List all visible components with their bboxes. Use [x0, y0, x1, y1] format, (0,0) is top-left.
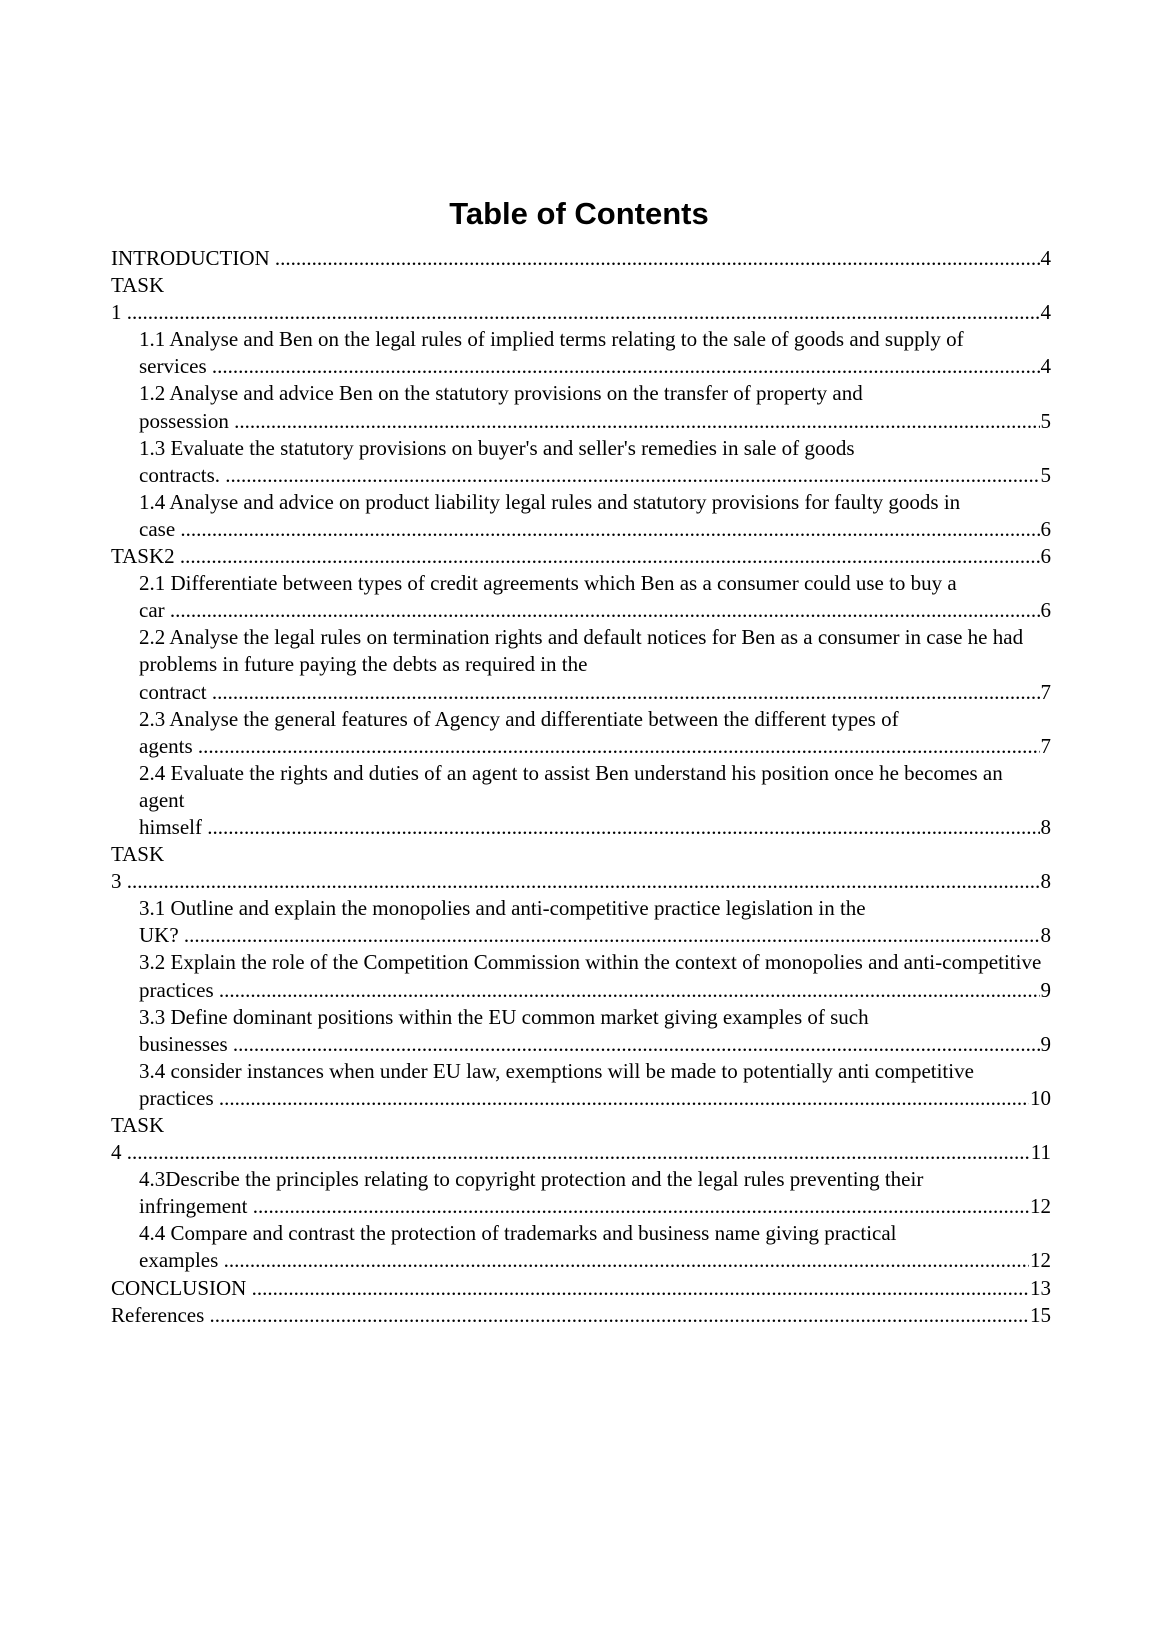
- toc-entry-1-3[interactable]: [111, 435, 1051, 489]
- toc-entry-page: 9: [1040, 1031, 1052, 1058]
- toc-entry-page: 15: [1029, 1302, 1051, 1329]
- toc-entry-2-3[interactable]: [111, 706, 1051, 760]
- toc-entry-text: 1.4 Analyse and advice on product liability legal rules and statutory provisions for faulty goods in case .....: [139, 490, 1051, 541]
- toc-entry-text: CONCLUSION .....: [111, 1276, 1051, 1300]
- toc-entry-2-4[interactable]: [111, 760, 1051, 841]
- toc-entry-text: TASK 1 .....: [111, 273, 1051, 324]
- toc-entry-text: 1.2 Analyse and advice Ben on the statutory provisions on the transfer of property and possession .....: [139, 381, 1051, 432]
- toc-entry-1-4[interactable]: [111, 489, 1051, 543]
- toc-entry-page: 8: [1040, 922, 1052, 949]
- toc-entry-text: TASK 3 .....: [111, 842, 1051, 893]
- toc-entry-page: 8: [1040, 814, 1052, 841]
- toc-entry-text: 2.1 Differentiate between types of credit agreements which Ben as a consumer could use to buy a car .....: [139, 571, 1051, 622]
- toc-entry-2-1[interactable]: [111, 570, 1051, 624]
- toc-entry-text: TASK2 .....: [111, 544, 1051, 568]
- toc-entry-text: 3.4 consider instances when under EU law, exemptions will be made to potentially anti competitive practices .....: [139, 1059, 1051, 1110]
- toc-entry-references[interactable]: [111, 1302, 1051, 1329]
- toc-entry-page: 10: [1029, 1085, 1051, 1112]
- toc-entry-page: 5: [1040, 462, 1052, 489]
- toc-title: Table of Contents: [449, 196, 709, 231]
- toc-entry-text: INTRODUCTION .....: [111, 246, 1051, 270]
- toc-list: [111, 245, 1051, 1329]
- toc-entry-page: 4: [1040, 353, 1052, 380]
- toc-entry-text: 2.4 Evaluate the rights and duties of an agent to assist Ben understand his position once he becomes an agent himself .....: [139, 761, 1051, 839]
- toc-entry-text: TASK 4 .....: [111, 1113, 1051, 1164]
- toc-entry-text: 3.1 Outline and explain the monopolies and anti-competitive practice legislation in the UK? .....: [139, 896, 1051, 947]
- toc-entry-3-2[interactable]: [111, 949, 1051, 1003]
- toc-entry-text: 1.3 Evaluate the statutory provisions on buyer's and seller's remedies in sale of goods contracts. .....: [139, 436, 1051, 487]
- toc-entry-page: 8: [1040, 868, 1052, 895]
- toc-entry-task-3[interactable]: [111, 841, 1051, 895]
- toc-entry-4-3[interactable]: [111, 1166, 1051, 1220]
- toc-entry-page: 6: [1040, 597, 1052, 624]
- toc-entry-page: 12: [1029, 1193, 1051, 1220]
- toc-entry-1-2[interactable]: [111, 380, 1051, 434]
- toc-entry-page: 7: [1040, 733, 1052, 760]
- toc-entry-task-2[interactable]: [111, 543, 1051, 570]
- toc-entry-text: 4.4 Compare and contrast the protection of trademarks and business name giving practical examples .....: [139, 1221, 1051, 1272]
- toc-entry-task-1[interactable]: [111, 272, 1051, 326]
- toc-entry-page: 13: [1029, 1275, 1051, 1302]
- toc-entry-task-4[interactable]: [111, 1112, 1051, 1166]
- toc-entry-page: 12: [1029, 1247, 1051, 1274]
- toc-entry-text: 1.1 Analyse and Ben on the legal rules of implied terms relating to the sale of goods and supply of services .....: [139, 327, 1051, 378]
- toc-entry-conclusion[interactable]: [111, 1275, 1051, 1302]
- toc-entry-introduction[interactable]: [111, 245, 1051, 272]
- toc-entry-page: 4: [1040, 245, 1052, 272]
- toc-entry-page: 9: [1040, 977, 1052, 1004]
- toc-entry-text: 2.2 Analyse the legal rules on termination rights and default notices for Ben as a consumer in case he had problems in future paying the debts as required in the contract .....: [139, 625, 1051, 703]
- toc-entry-4-4[interactable]: [111, 1220, 1051, 1274]
- toc-entry-text: 3.3 Define dominant positions within the EU common market giving examples of such businesses .....: [139, 1005, 1051, 1056]
- toc-entry-page: 5: [1040, 408, 1052, 435]
- toc-entry-3-3[interactable]: [111, 1004, 1051, 1058]
- toc-entry-page: 7: [1040, 679, 1052, 706]
- toc-entry-page: 11: [1030, 1139, 1051, 1166]
- toc-entry-text: 2.3 Analyse the general features of Agency and differentiate between the different types of agents .....: [139, 707, 1051, 758]
- toc-entry-text: References .....: [111, 1303, 1051, 1327]
- toc-entry-page: 6: [1040, 543, 1052, 570]
- toc-entry-1-1[interactable]: [111, 326, 1051, 380]
- toc-entry-2-2[interactable]: [111, 624, 1051, 705]
- toc-entry-3-1[interactable]: [111, 895, 1051, 949]
- toc-entry-page: 6: [1040, 516, 1052, 543]
- toc-entry-text: 4.3Describe the principles relating to copyright protection and the legal rules preventing their infringement .....: [139, 1167, 1051, 1218]
- toc-entry-text: 3.2 Explain the role of the Competition Commission within the context of monopolies and anti-competitive practices .....: [139, 950, 1051, 1001]
- toc-entry-3-4[interactable]: [111, 1058, 1051, 1112]
- toc-entry-page: 4: [1040, 299, 1052, 326]
